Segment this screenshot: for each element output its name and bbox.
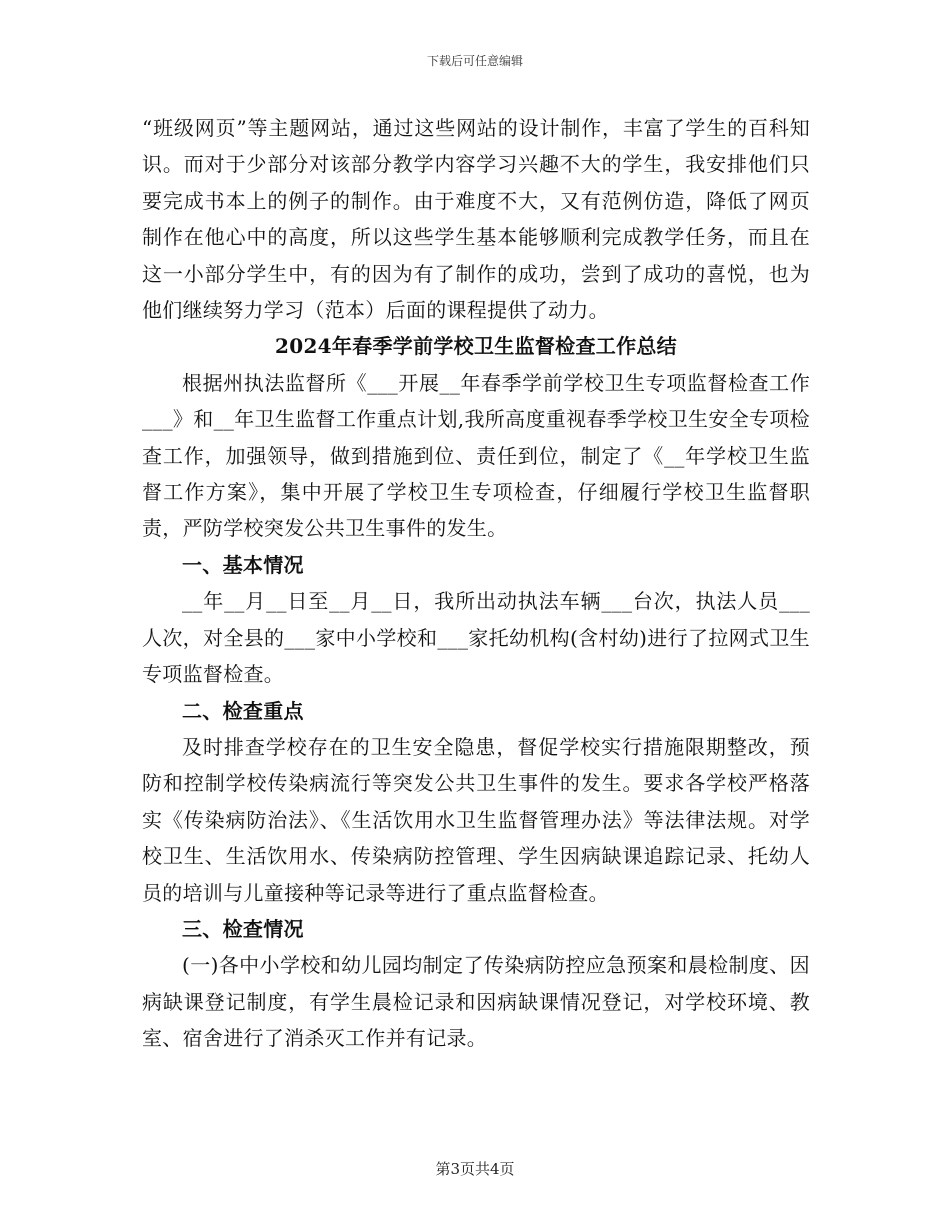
page-header-note: 下载后可任意编辑 bbox=[426, 54, 523, 68]
paragraph-inspection-focus: 及时排查学校存在的卫生安全隐患，督促学校实行措施限期整改，预防和控制学校传染病流行等突发公共卫生事件的发生。要求各学校严格落实《传染病防治法》、《生活饮用水卫生监督管理办法》等法律法规。对学校卫生、生活饮用水、传染病防控管理、学生因病缺课追踪记录、托幼人员的培训与儿童接种等记录等进行了重点监督检查。 bbox=[142, 734, 810, 905]
section-heading-inspection-status: 三、检查情况 bbox=[182, 916, 304, 941]
section-heading-inspection-focus: 二、检查重点 bbox=[182, 698, 304, 723]
paragraph-basic-situation: __年__月__日至__月__日，我所出动执法车辆___台次，执法人员___人次，对全县的___家中小学校和___家托幼机构(含村幼)进行了拉网式卫生专项监督检查。 bbox=[142, 589, 810, 687]
section-heading-basic-situation: 一、基本情况 bbox=[182, 552, 304, 577]
document-title: 2024年春季学前学校卫生监督检查工作总结 bbox=[275, 334, 677, 359]
page-number: 第3页共4页 bbox=[435, 1160, 515, 1178]
document-body bbox=[142, 110, 810, 1057]
paragraph-background: 根据州执法监督所《___开展__年春季学前学校卫生专项监督检查工作___》和__年卫生监督工作重点计划,我所高度重视春季学校卫生安全专项检查工作，加强领导，做到措施到位、责任到位，制定了《__年学校卫生监督工作方案》，集中开展了学校卫生专项检查，仔细履行学校卫生监督职责，严防学校突发公共卫生事件的发生。 bbox=[142, 370, 810, 541]
intro-paragraph: “班级网页”等主题网站，通过这些网站的设计制作，丰富了学生的百科知识。而对于少部分对该部分教学内容学习兴趣不大的学生，我安排他们只要完成书本上的例子的制作。由于难度不大，又有范例仿造，降低了网页制作在他心中的高度，所以这些学生基本能够顺利完成教学任务，而且在这一小部分学生中，有的因为有了制作的成功，尝到了成功的喜悦，也为他们继续努力学习（范本）后面的课程提供了动力。 bbox=[142, 116, 810, 323]
paragraph-inspection-status: (一)各中小学校和幼儿园均制定了传染病防控应急预案和晨检制度、因病缺课登记制度，有学生晨检记录和因病缺课情况登记，对学校环境、教室、宿舍进行了消杀灭工作并有记录。 bbox=[142, 953, 810, 1051]
